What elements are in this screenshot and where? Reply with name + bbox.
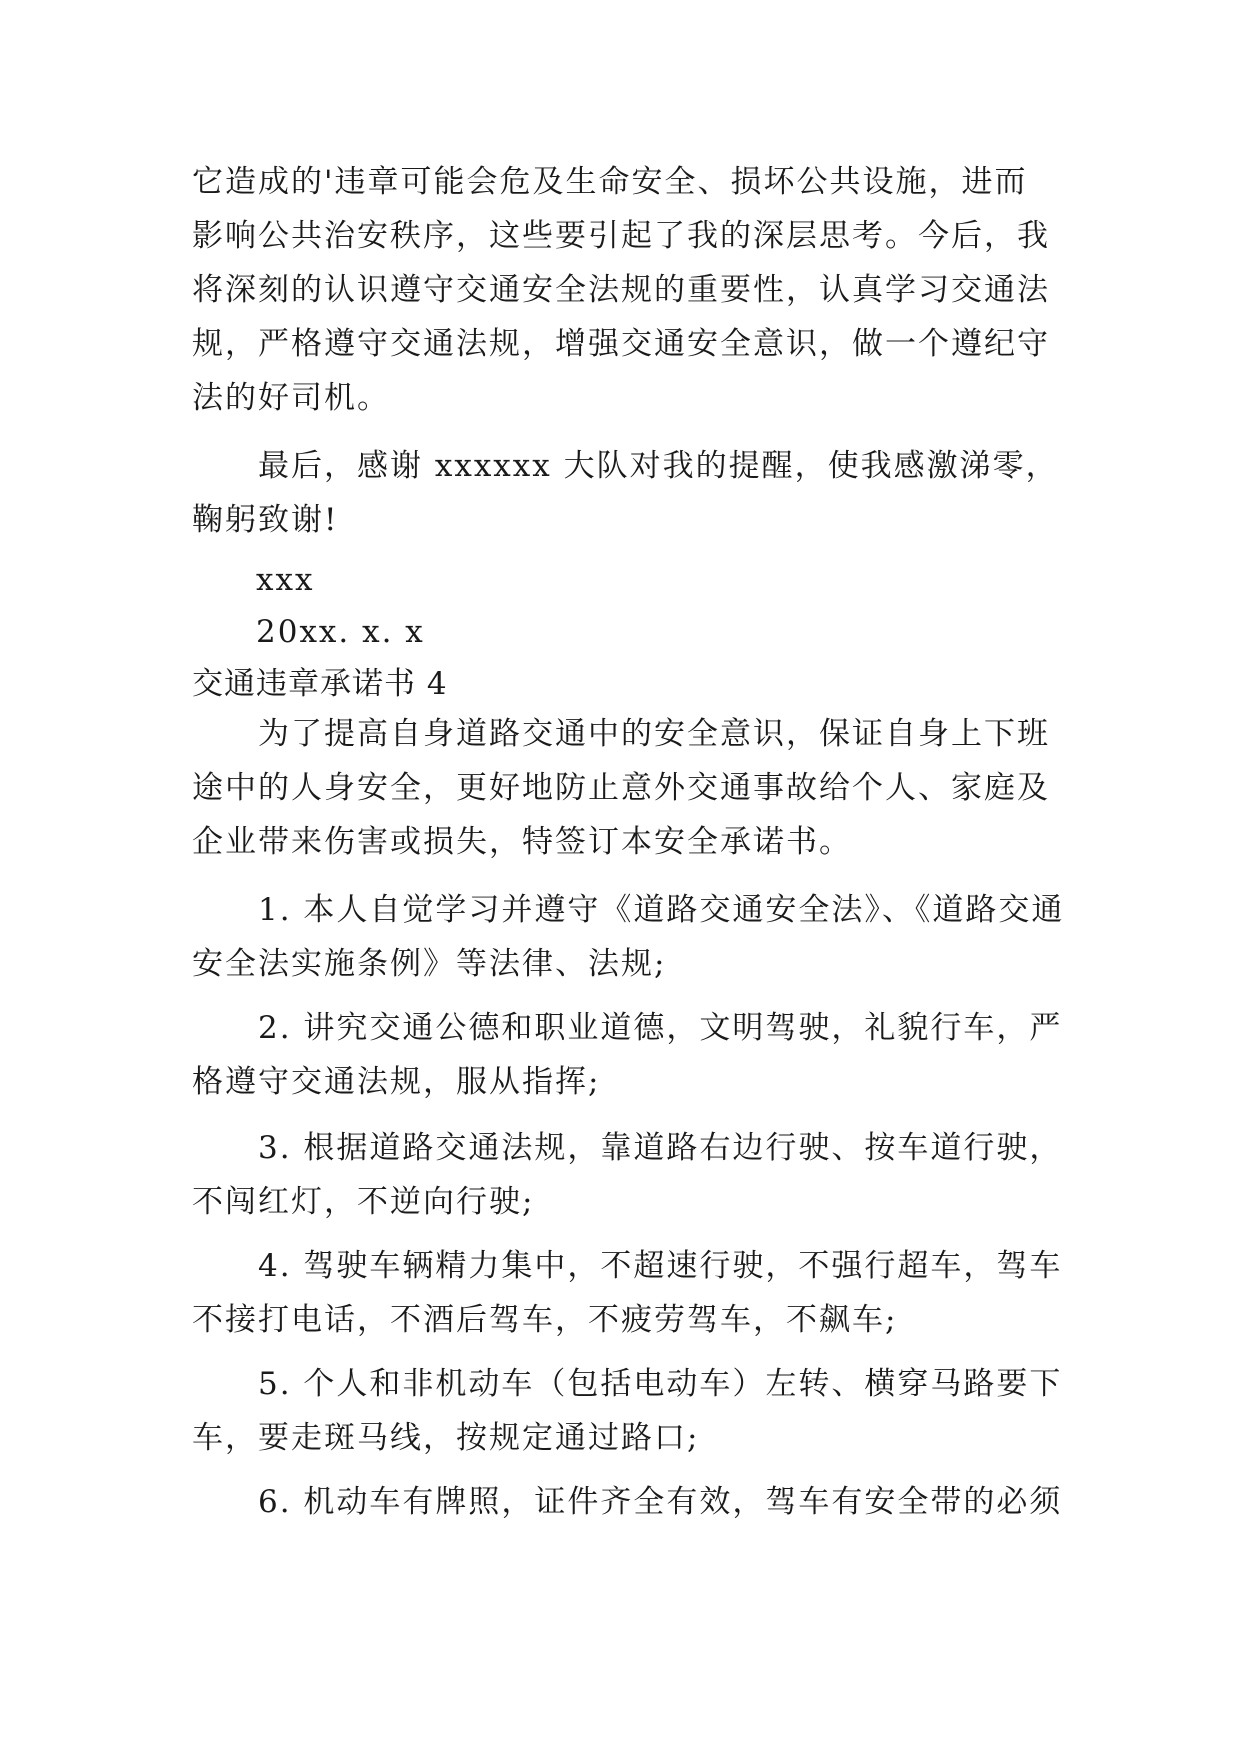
text-line: 将深刻的认识遵守交通安全法规的重要性，认真学习交通法 xyxy=(192,272,1050,308)
text-line: 6. 机动车有牌照，证件齐全有效，驾车有安全带的必须 xyxy=(258,1484,1063,1520)
text-line: 安全法实施条例》等法律、法规; xyxy=(192,946,667,982)
text-line: 车，要走斑马线，按规定通过路口; xyxy=(192,1420,700,1456)
text-line: 鞠躬致谢! xyxy=(192,502,339,538)
text-line: 它造成的'违章可能会危及生命安全、损坏公共设施，进而 xyxy=(192,164,1028,200)
text-line: 企业带来伤害或损失，特签订本安全承诺书。 xyxy=(192,824,852,860)
text-line: 不接打电话，不酒后驾车，不疲劳驾车，不飙车; xyxy=(192,1302,898,1338)
text-line: 1. 本人自觉学习并遵守《道路交通安全法》、《道路交通 xyxy=(258,892,1065,928)
signature-name: xxx xyxy=(256,562,315,598)
text-line: 4. 驾驶车辆精力集中，不超速行驶，不强行超车，驾车 xyxy=(258,1248,1063,1284)
text-line: 不闯红灯，不逆向行驶; xyxy=(192,1184,535,1220)
text-line: 2. 讲究交通公德和职业道德，文明驾驶，礼貌行车，严 xyxy=(258,1010,1063,1046)
text-line: 格遵守交通法规，服从指挥; xyxy=(192,1064,601,1100)
text-line: 5. 个人和非机动车（包括电动车）左转、横穿马路要下 xyxy=(258,1366,1063,1402)
signature-date: 20xx. x. x xyxy=(256,614,425,650)
text-line: 规，严格遵守交通法规，增强交通安全意识，做一个遵纪守 xyxy=(192,326,1050,362)
text-line: 法的好司机。 xyxy=(192,380,390,416)
text-line: 途中的人身安全，更好地防止意外交通事故给个人、家庭及 xyxy=(192,770,1050,806)
text-line: 3. 根据道路交通法规，靠道路右边行驶、按车道行驶， xyxy=(258,1130,1063,1166)
text-line: 最后，感谢 xxxxxx 大队对我的提醒，使我感激涕零， xyxy=(258,448,1059,484)
text-line: 影响公共治安秩序，这些要引起了我的深层思考。今后，我 xyxy=(192,218,1050,254)
section-heading: 交通违章承诺书 4 xyxy=(192,666,448,702)
text-line: 为了提高自身道路交通中的安全意识，保证自身上下班 xyxy=(258,716,1050,752)
